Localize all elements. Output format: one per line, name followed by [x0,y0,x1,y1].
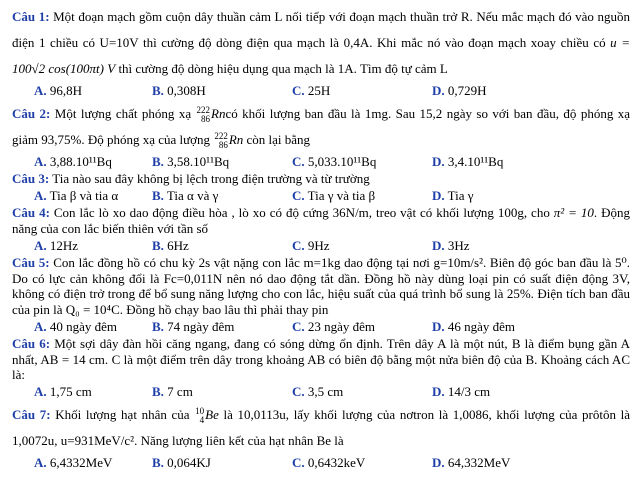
question-4-option-b[interactable]: B. 6Hz [152,237,189,253]
question-3-options [12,188,630,204]
question-1-label: Câu 1: [12,9,50,24]
option-letter: B. [152,83,164,98]
question-7-text: Câu 7: Khối lượng hạt nhân của 10 4 Be là 10,0113u, lấy khối lượng của nơtron là 1,0086, khối lượng của prôtôn là 1,0072u, u=931MeV/c². Năng lượng liên kết của hạt nhân Be là [12,405,630,448]
question-2 [12,101,630,170]
option-letter: C. [292,237,305,253]
question-5-options [12,319,630,335]
question-4-option-d[interactable]: D. 3Hz [432,237,470,253]
option-letter: C. [292,153,305,169]
question-3-option-a[interactable]: A. Tia β và tia α [34,187,119,203]
option-letter: D. [432,83,445,98]
question-6-option-a[interactable]: A. 1,75 cm [34,383,92,399]
question-1-text-a: Một đoạn mạch gồm cuộn dây thuần cảm L nối tiếp với đoạn mạch thuần trở R. Nếu mắc mạch đó vào nguồn điện 1 chiều có U=10V thì cường độ dòng điện qua mạch là 0,4A. Khi mắc nó vào đoạn mạch xoay chiều có [12,9,631,50]
option-letter: B. [152,153,164,169]
option-letter: B. [152,318,164,334]
option-letter: A. [34,318,47,334]
question-2-text: Câu 2: Một lượng chất phóng xạ 222 86 Rncó khối lượng ban đầu là 1mg. Sau 15,2 ngày so với ban đầu, độ phóng xạ giảm 93,75%. Độ phóng xạ của lượng 222 86 Rn còn lại bằng [12,104,631,150]
radon-nuclide-1: 222 86 [196,104,211,124]
question-5-text: Câu 5: Con lắc đồng hồ có chu kỳ 2s vật nặng con lắc m=1kg dao động tại nơi g=10m/s². Biên độ góc ban đầu là 5⁰. Do có lực cản không đổi là Fc=0,011N nên nó dao động tắt dần. Đồng hồ này dùng loại pin có suất điện động 3V, không có điện trở trong để bổ sung năng lượng cho con lắc, hiệu suất của quá trình bổ sung là 25%. Điện tích ban đầu của pin là Q₀ = 10⁴C. Đồng hồ chạy bao lâu thì phải thay pin [12,255,630,317]
option-letter: C. [292,83,305,98]
option-letter: C. [292,454,305,470]
question-2-option-b[interactable]: B. 3,58.10¹¹Bq [152,153,230,169]
option-letter: D. [432,187,445,203]
question-3-text: Câu 3: Tia nào sau đây không bị lệch trong điện trường và từ trường [12,171,370,187]
question-5-option-d[interactable]: D. 46 ngày đêm [432,318,516,334]
question-5-option-c[interactable]: C. 23 ngày đêm [292,318,376,334]
option-letter: A. [34,237,47,253]
question-5 [12,255,630,334]
question-4-option-c[interactable]: C. 9Hz [292,237,330,253]
question-1-options [12,83,630,99]
option-letter: A. [34,383,47,399]
question-7-option-b[interactable]: B. 0,064KJ [152,454,211,470]
question-7-options [12,455,630,471]
option-letter: A. [34,153,47,169]
beryllium-nuclide: 10 4 [195,405,205,425]
question-2-text-a: Một lượng chất phóng xạ [54,105,196,121]
question-7-option-d[interactable]: D. 64,332MeV [432,454,511,470]
question-2-text-b: có khối lượng ban đầu là 1mg. Sau 15,2 ngày so với ban đầu, độ phóng xạ giảm 93,75%. Độ phóng xạ của lượng [12,105,631,147]
question-1 [12,4,630,99]
radon-nuclide-2: 222 86 [214,130,228,150]
question-3-option-b[interactable]: B. Tia α và γ [152,187,219,203]
question-7-label: Câu 7: [12,406,51,422]
option-letter: A. [34,83,47,98]
question-1-option-c[interactable]: C. 25H [292,83,331,98]
question-2-option-a[interactable]: A. 3,88.10¹¹Bq [34,153,112,169]
question-7-option-c[interactable]: C. 0,6432keV [292,454,366,470]
option-letter: B. [152,187,164,203]
option-letter: A. [34,187,47,203]
question-4-label: Câu 4: [12,205,50,221]
question-1-option-a[interactable]: A. 96,8H [34,83,83,98]
question-4-option-a[interactable]: A. 12Hz [34,237,79,253]
question-5-label: Câu 5: [12,255,50,271]
question-6-option-d[interactable]: D. 14/3 cm [432,383,491,399]
question-1-option-b[interactable]: B. 0,308H [152,83,206,98]
question-4 [12,205,630,253]
question-1-text [12,4,630,82]
question-6-text: Câu 6: Một sợi dây đàn hồi căng ngang, đang có sóng dừng ổn định. Trên dây A là một nút, B là điểm bụng gần A nhất, AB = 14 cm. C là một điểm trên dây trong khoảng AB có biên độ bằng một nửa biên độ của B. Khoảng cách AC là: [12,336,630,383]
question-6-option-b[interactable]: B. 7 cm [152,383,193,399]
option-letter: A. [34,454,47,470]
option-letter: C. [292,383,305,399]
question-3-label: Câu 3: [12,171,50,187]
option-letter: B. [152,454,164,470]
question-1-option-d[interactable]: D. 0,729H [432,83,487,98]
question-4-options [12,238,630,254]
question-2-label: Câu 2: [12,105,51,121]
option-letter: B. [152,237,164,253]
option-letter: D. [432,454,445,470]
question-1-text-b: thì cường độ dòng hiệu dụng qua mạch là 1A. Tìm độ tự cảm L [115,61,448,76]
question-6 [12,336,630,399]
question-7 [12,402,630,471]
option-letter: D. [432,318,445,334]
question-2-text-c: còn lại bằng [243,131,311,147]
option-letter: B. [152,383,164,399]
question-6-option-c[interactable]: C. 3,5 cm [292,383,344,399]
question-7-option-a[interactable]: A. 6,4332MeV [34,454,113,470]
option-letter: C. [292,187,305,203]
option-letter: D. [432,383,445,399]
question-6-options [12,384,630,400]
option-letter: C. [292,318,305,334]
question-6-label: Câu 6: [12,336,51,352]
option-letter: D. [432,153,445,169]
question-5-option-a[interactable]: A. 40 ngày đêm [34,318,118,334]
question-3-option-d[interactable]: D. Tia γ [432,187,474,203]
question-4-formula: π² = 10 [553,205,594,221]
question-2-options [12,154,630,170]
option-letter: D. [432,237,445,253]
question-5-option-b[interactable]: B. 74 ngày đêm [152,318,235,334]
question-2-option-c[interactable]: C. 5,033.10¹¹Bq [292,153,377,169]
question-2-option-d[interactable]: D. 3,4.10¹¹Bq [432,153,504,169]
question-4-text: Câu 4: Con lắc lò xo dao động điều hòa , lò xo có độ cứng 36N/m, treo vật có khối lượng 100g, cho π² = 10. Động năng của con lắc biến thiên với tần số [12,205,631,236]
question-3 [12,171,630,203]
question-3-option-c[interactable]: C. Tia γ và tia β [292,187,376,203]
question-1-formula: u = 100√2 cos(100πt) V [12,35,630,76]
